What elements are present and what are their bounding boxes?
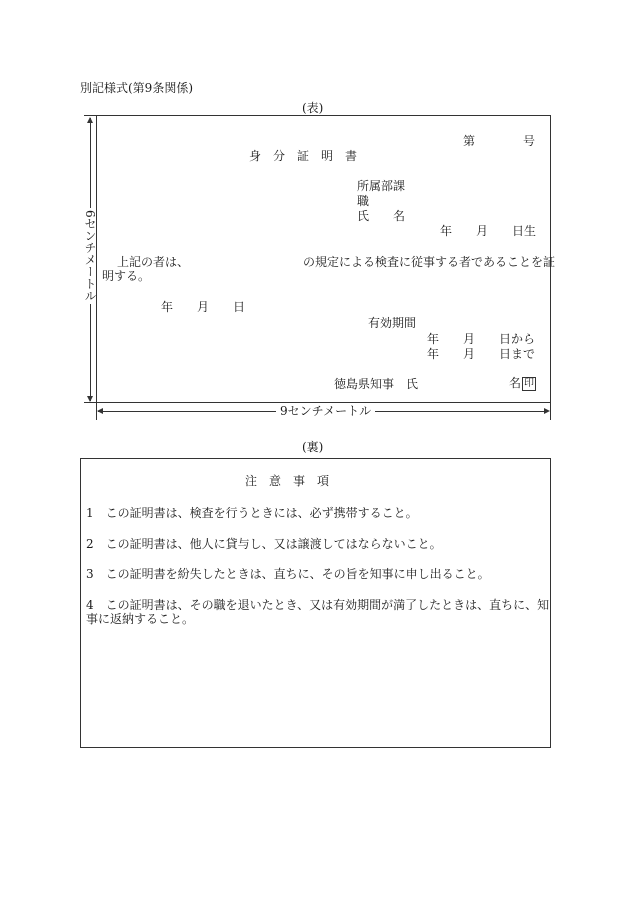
note-text: この証明書は、その職を退いたとき、又は有効期間が満了したときは、直ちに、知 [105,598,550,612]
front-card [96,115,556,403]
issuer-title: 徳島県知事 氏 [334,377,419,391]
certification-text-line2: 明する。 [102,269,151,283]
arrow-right-icon [544,408,550,414]
height-dimension-label: 6センチメートル [83,210,97,302]
note-number: 3 [86,567,94,581]
notes-title: 注 意 事 項 [245,474,330,488]
certificate-title: 身 分 証 明 書 [249,149,358,163]
seal-icon: 印 [524,377,535,389]
front-label: (表) [302,101,324,115]
name-label: 氏 名 [357,209,406,223]
note-text: この証明書は、検査を行うときには、必ず携帯すること。 [105,506,418,520]
form-caption: 別記様式(第9条関係) [80,81,193,95]
arrow-down-icon [87,396,93,402]
note-text: この証明書を紛失したときは、直ちに、その旨を知事に申し出ること。 [105,567,490,581]
back-card [80,458,551,748]
certificate-number: 第 号 [463,134,536,148]
issuer-name-seal [509,376,536,391]
note-item-1 [86,506,418,520]
affiliation-label: 所属部課 [357,179,406,193]
note-item-3 [86,567,490,581]
issue-date: 年 月 日 [161,300,246,314]
valid-until: 年 月 日まで [427,347,536,361]
note-number: 1 [86,506,94,520]
note-text: この証明書は、他人に貸与し、又は譲渡してはならないこと。 [105,537,442,551]
back-label: (裏) [302,440,324,454]
width-dimension-label: 9センチメートル [276,404,375,418]
birthdate-label: 年 月 日生 [440,224,537,238]
arrow-left-icon [97,408,103,414]
note-item-4 [86,598,549,612]
width-dimension-right-tick [550,403,551,420]
certification-text-line1: 上記の者は、 の規定による検査に従事する者であることを証 [117,255,556,269]
valid-from: 年 月 日から [427,332,536,346]
issuer-name-suffix: 名 [509,376,522,390]
note-item-4-continuation: 事に返納すること。 [86,612,195,626]
validity-label: 有効期間 [368,316,417,330]
height-dimension-top-tick [84,115,98,116]
position-label: 職 [357,194,370,208]
arrow-up-icon [87,117,93,123]
note-item-2 [86,537,442,551]
note-number: 2 [86,537,94,551]
note-number: 4 [86,598,94,612]
